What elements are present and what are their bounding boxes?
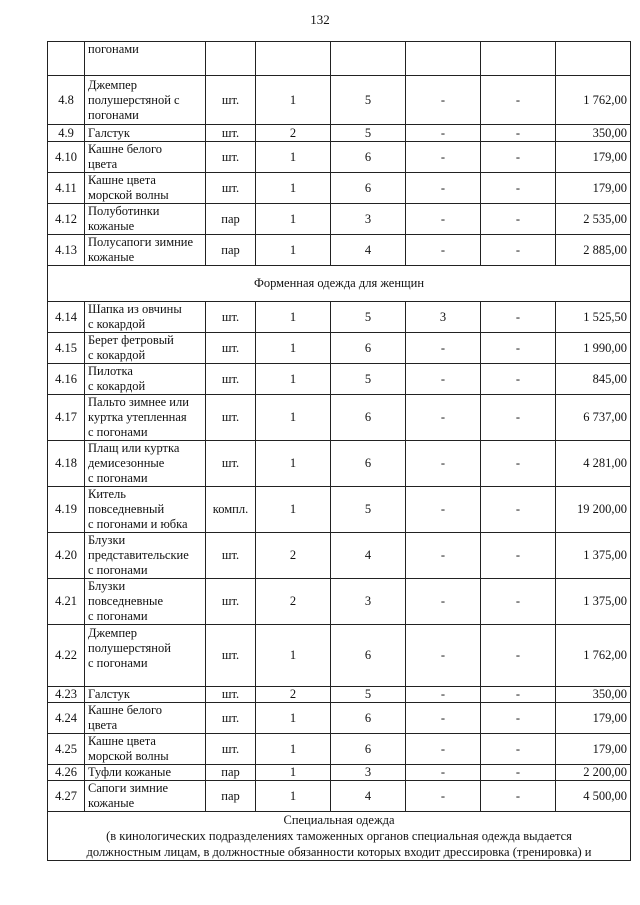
empty-cell: [331, 42, 406, 76]
item-number: 4.17: [48, 395, 85, 441]
quantity-cell: 1: [256, 204, 331, 235]
item-name-line: цвета: [88, 718, 118, 732]
table-row-continued: [48, 42, 631, 76]
column-6-cell: -: [406, 487, 481, 533]
table-row: [48, 125, 631, 142]
wear-term-cell: 4: [331, 781, 406, 812]
item-number: 4.9: [48, 125, 85, 142]
item-name: [85, 441, 206, 487]
item-name-line: с кокардой: [88, 379, 146, 393]
wear-term-cell: 4: [331, 533, 406, 579]
table-row: [48, 703, 631, 734]
wear-term-cell: 6: [331, 625, 406, 687]
item-name: [85, 204, 206, 235]
item-name-line: с погонами: [88, 425, 148, 439]
table-row: [48, 533, 631, 579]
item-name-line: морской волны: [88, 188, 169, 202]
unit-cell: шт.: [206, 125, 256, 142]
unit-cell: шт.: [206, 395, 256, 441]
item-name-line: погонами: [88, 42, 139, 56]
unit-cell: шт.: [206, 364, 256, 395]
price-cell: 4 500,00: [556, 781, 631, 812]
item-name-line: с погонами: [88, 471, 148, 485]
price-cell: 1 375,00: [556, 533, 631, 579]
price-cell: 1 762,00: [556, 76, 631, 125]
unit-cell: шт.: [206, 734, 256, 765]
item-name-line: кожаные: [88, 796, 135, 810]
unit-cell: шт.: [206, 76, 256, 125]
unit-cell: шт.: [206, 173, 256, 204]
item-name-line: куртка утепленная: [88, 410, 187, 424]
wear-term-cell: 5: [331, 76, 406, 125]
price-cell: 179,00: [556, 734, 631, 765]
wear-term-cell: 5: [331, 487, 406, 533]
table-row: [48, 76, 631, 125]
item-name: [85, 42, 206, 76]
table-row: [48, 781, 631, 812]
item-number: 4.24: [48, 703, 85, 734]
item-name: [85, 703, 206, 734]
unit-cell: шт.: [206, 302, 256, 333]
column-7-cell: -: [481, 204, 556, 235]
item-number: 4.12: [48, 204, 85, 235]
wear-term-cell: 5: [331, 302, 406, 333]
column-6-cell: -: [406, 781, 481, 812]
empty-cell: [481, 42, 556, 76]
wear-term-cell: 5: [331, 125, 406, 142]
item-number: 4.23: [48, 687, 85, 703]
unit-cell: пар: [206, 781, 256, 812]
column-7-cell: -: [481, 487, 556, 533]
item-name-line: повседневный: [88, 502, 165, 516]
item-name-line: с погонами и юбка: [88, 517, 188, 531]
table-row: [48, 395, 631, 441]
item-name-line: с кокардой: [88, 348, 146, 362]
quantity-cell: 1: [256, 76, 331, 125]
unit-cell: шт.: [206, 625, 256, 687]
unit-cell: пар: [206, 204, 256, 235]
wear-term-cell: 3: [331, 579, 406, 625]
item-number: 4.13: [48, 235, 85, 266]
item-name-line: с погонами: [88, 609, 148, 623]
item-name-line: с кокардой: [88, 317, 146, 331]
column-7-cell: -: [481, 781, 556, 812]
item-number: 4.10: [48, 142, 85, 173]
unit-cell: шт.: [206, 703, 256, 734]
item-name-line: Полусапоги зимние: [88, 235, 194, 249]
quantity-cell: 1: [256, 703, 331, 734]
column-6-cell: -: [406, 625, 481, 687]
wear-term-cell: 5: [331, 364, 406, 395]
price-cell: 2 200,00: [556, 765, 631, 781]
price-cell: 2 885,00: [556, 235, 631, 266]
item-number: 4.8: [48, 76, 85, 125]
column-6-cell: 3: [406, 302, 481, 333]
table-row: [48, 235, 631, 266]
item-number: 4.11: [48, 173, 85, 204]
wear-term-cell: 6: [331, 703, 406, 734]
wear-term-cell: 3: [331, 765, 406, 781]
table-row: [48, 302, 631, 333]
wear-term-cell: 6: [331, 395, 406, 441]
table-row: [48, 625, 631, 687]
item-number: 4.26: [48, 765, 85, 781]
price-cell: 4 281,00: [556, 441, 631, 487]
table-row: [48, 142, 631, 173]
item-name-line: кожаные: [88, 250, 135, 264]
item-name-line: [88, 671, 202, 686]
quantity-cell: 2: [256, 579, 331, 625]
table-row: [48, 687, 631, 703]
column-6-cell: -: [406, 533, 481, 579]
quantity-cell: 2: [256, 687, 331, 703]
table-row: [48, 364, 631, 395]
item-name-line: морской волны: [88, 749, 169, 763]
column-6-cell: -: [406, 235, 481, 266]
column-7-cell: -: [481, 302, 556, 333]
item-name: [85, 579, 206, 625]
wear-term-cell: 3: [331, 204, 406, 235]
price-cell: 179,00: [556, 703, 631, 734]
wear-term-cell: 5: [331, 687, 406, 703]
table-row: [48, 734, 631, 765]
item-name-line: цвета: [88, 157, 118, 171]
item-number: 4.16: [48, 364, 85, 395]
item-name-line: Туфли кожаные: [88, 765, 171, 779]
table-row: [48, 441, 631, 487]
item-name-line: Сапоги зимние: [88, 781, 169, 795]
column-7-cell: -: [481, 687, 556, 703]
item-name-line: Плащ или куртка: [88, 441, 180, 455]
item-name: [85, 125, 206, 142]
item-name-line: Кашне белого: [88, 703, 163, 717]
item-name-line: с погонами: [88, 655, 148, 670]
column-7-cell: -: [481, 173, 556, 204]
uniform-supply-table: [47, 41, 631, 861]
column-6-cell: -: [406, 395, 481, 441]
unit-cell: шт.: [206, 579, 256, 625]
price-cell: 1 525,50: [556, 302, 631, 333]
page-number: 132: [310, 12, 330, 27]
special-text-line: Специальная одежда: [283, 813, 395, 827]
item-name: [85, 781, 206, 812]
item-name-line: полушерстяной: [88, 640, 171, 655]
item-name-line: Джемпер: [88, 77, 137, 92]
wear-term-cell: 6: [331, 734, 406, 765]
quantity-cell: 1: [256, 333, 331, 364]
item-name-line: погонами: [88, 107, 139, 122]
item-name: [85, 687, 206, 703]
column-7-cell: -: [481, 703, 556, 734]
quantity-cell: 1: [256, 302, 331, 333]
item-name: [85, 533, 206, 579]
price-cell: 179,00: [556, 173, 631, 204]
column-7-cell: -: [481, 625, 556, 687]
item-name-line: Шапка из овчины: [88, 302, 182, 316]
section-title-special: [48, 812, 631, 861]
column-7-cell: -: [481, 765, 556, 781]
special-text-line: должностным лицам, в должностные обязанности которых входит дрессировка (тренировка) и: [86, 845, 592, 859]
column-7-cell: -: [481, 333, 556, 364]
wear-term-cell: 6: [331, 142, 406, 173]
quantity-cell: 1: [256, 487, 331, 533]
column-6-cell: -: [406, 579, 481, 625]
item-name-line: представительские: [88, 548, 189, 562]
quantity-cell: 1: [256, 441, 331, 487]
item-name-line: демисезонные: [88, 456, 165, 470]
wear-term-cell: 4: [331, 235, 406, 266]
item-number: 4.25: [48, 734, 85, 765]
item-number: [48, 42, 85, 76]
column-7-cell: -: [481, 235, 556, 266]
price-cell: 19 200,00: [556, 487, 631, 533]
wear-term-cell: 6: [331, 441, 406, 487]
table-row: [48, 173, 631, 204]
item-name: [85, 235, 206, 266]
price-cell: 350,00: [556, 687, 631, 703]
item-number: 4.21: [48, 579, 85, 625]
unit-cell: шт.: [206, 441, 256, 487]
column-7-cell: -: [481, 125, 556, 142]
item-name: [85, 487, 206, 533]
column-6-cell: -: [406, 765, 481, 781]
column-6-cell: -: [406, 204, 481, 235]
item-name-line: с погонами: [88, 563, 148, 577]
unit-cell: пар: [206, 235, 256, 266]
quantity-cell: 1: [256, 765, 331, 781]
item-number: 4.22: [48, 625, 85, 687]
quantity-cell: 2: [256, 533, 331, 579]
item-name-line: повседневные: [88, 594, 163, 608]
quantity-cell: 1: [256, 734, 331, 765]
item-name-line: кожаные: [88, 219, 135, 233]
item-name-line: Блузки: [88, 533, 126, 547]
item-name-line: Кашне цвета: [88, 734, 156, 748]
item-name: [85, 625, 206, 687]
item-name-line: Кашне белого: [88, 142, 163, 156]
unit-cell: шт.: [206, 142, 256, 173]
table-row: [48, 333, 631, 364]
item-name: [85, 76, 206, 125]
price-cell: 179,00: [556, 142, 631, 173]
item-number: 4.19: [48, 487, 85, 533]
column-7-cell: -: [481, 364, 556, 395]
item-name: [85, 302, 206, 333]
unit-cell: пар: [206, 765, 256, 781]
quantity-cell: 1: [256, 364, 331, 395]
column-6-cell: -: [406, 173, 481, 204]
item-name-line: Пилотка: [88, 364, 133, 378]
table-row: [48, 204, 631, 235]
empty-cell: [256, 42, 331, 76]
price-cell: 1 762,00: [556, 625, 631, 687]
column-7-cell: -: [481, 734, 556, 765]
quantity-cell: 1: [256, 173, 331, 204]
price-cell: 1 375,00: [556, 579, 631, 625]
section-row-special: [48, 812, 631, 861]
item-name: [85, 734, 206, 765]
column-7-cell: -: [481, 533, 556, 579]
table-row: [48, 487, 631, 533]
item-name-line: Пальто зимнее или: [88, 395, 189, 409]
section-row-women: [48, 266, 631, 302]
quantity-cell: 1: [256, 395, 331, 441]
price-cell: 2 535,00: [556, 204, 631, 235]
item-name: [85, 142, 206, 173]
unit-cell: шт.: [206, 333, 256, 364]
section-title-women: Форменная одежда для женщин: [48, 266, 631, 302]
table-row: [48, 579, 631, 625]
column-7-cell: -: [481, 76, 556, 125]
price-cell: 845,00: [556, 364, 631, 395]
item-name: [85, 333, 206, 364]
item-name-line: Китель: [88, 487, 126, 501]
item-number: 4.27: [48, 781, 85, 812]
quantity-cell: 1: [256, 625, 331, 687]
table-row: [48, 765, 631, 781]
column-7-cell: -: [481, 395, 556, 441]
column-6-cell: -: [406, 441, 481, 487]
empty-cell: [206, 42, 256, 76]
quantity-cell: 1: [256, 235, 331, 266]
item-number: 4.15: [48, 333, 85, 364]
item-name: [85, 395, 206, 441]
column-6-cell: -: [406, 364, 481, 395]
column-6-cell: -: [406, 734, 481, 765]
wear-term-cell: 6: [331, 173, 406, 204]
unit-cell: шт.: [206, 687, 256, 703]
item-name-line: Джемпер: [88, 625, 137, 640]
item-name-line: полушерстяной с: [88, 92, 180, 107]
quantity-cell: 2: [256, 125, 331, 142]
quantity-cell: 1: [256, 781, 331, 812]
item-name: [85, 364, 206, 395]
empty-cell: [406, 42, 481, 76]
item-name-line: Кашне цвета: [88, 173, 156, 187]
item-number: 4.14: [48, 302, 85, 333]
price-cell: 6 737,00: [556, 395, 631, 441]
item-name-line: Блузки: [88, 579, 126, 593]
item-name: [85, 173, 206, 204]
item-number: 4.20: [48, 533, 85, 579]
special-text-line: (в кинологических подразделениях таможенных органов специальная одежда выдается: [106, 829, 572, 843]
item-name-line: Галстук: [88, 687, 130, 701]
column-7-cell: -: [481, 142, 556, 173]
column-7-cell: -: [481, 579, 556, 625]
price-cell: 1 990,00: [556, 333, 631, 364]
empty-cell: [556, 42, 631, 76]
wear-term-cell: 6: [331, 333, 406, 364]
price-cell: 350,00: [556, 125, 631, 142]
unit-cell: компл.: [206, 487, 256, 533]
unit-cell: шт.: [206, 533, 256, 579]
column-7-cell: -: [481, 441, 556, 487]
quantity-cell: 1: [256, 142, 331, 173]
item-number: 4.18: [48, 441, 85, 487]
column-6-cell: -: [406, 333, 481, 364]
item-name: [85, 765, 206, 781]
column-6-cell: -: [406, 125, 481, 142]
item-name-line: Берет фетровый: [88, 333, 174, 347]
item-name-line: Галстук: [88, 125, 130, 140]
item-name-line: Полуботинки: [88, 204, 160, 218]
column-6-cell: -: [406, 142, 481, 173]
column-6-cell: -: [406, 687, 481, 703]
column-6-cell: -: [406, 76, 481, 125]
column-6-cell: -: [406, 703, 481, 734]
